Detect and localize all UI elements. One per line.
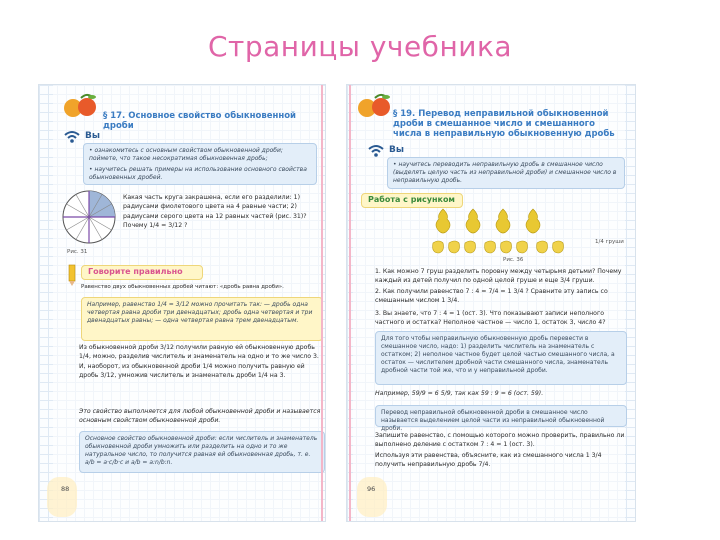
question-1: 1. Как можно 7 груш разделить поровну между четырьмя детьми? Почему каждый из детей получил по одной целой груше и еще 3/4 груши. [375,268,622,285]
question-2: 2. Как получили равенство 7 : 4 = 7/4 = 1 3/4 ? Сравните эту запись со смешанным числом 1 3/4. [375,288,608,305]
example-text: Например, равенство 1/4 = 3/12 можно прочитать так: — дробь одна четвертая равна дроби три двенадцатых; дробь одна четвертая и три двенадцатых равны; — одна четвертая равна трем двенадцатым. [87,301,313,324]
wifi-icon [63,129,81,145]
corner-decoration [47,477,77,517]
page-number: 96 [367,485,376,493]
figure-label: Рис. 36 [503,257,524,263]
section-title: § 19. Перевод неправильной обыкновенной дроби в смешанное число и смешанного числа в неправильную обыкновенную дробь [393,109,615,139]
left-textbook-page [38,84,326,522]
left-page-content [53,85,321,521]
speak-correctly-title: Говорите правильно [88,267,183,276]
example-line: Например, 59/9 = 6 5/9, так как 59 : 9 = 6 (ост. 59). [375,390,544,397]
right-textbook-page [346,84,636,522]
you-label: Вы [85,131,100,141]
slide-title: Страницы учебника [207,30,513,63]
rule-box-1 [375,331,627,385]
goal-item: • научитесь решать примеры на использование основного свойства обыкновенных дробей. [89,166,307,181]
goal-item: • научитесь переводить неправильную дробь в смешанное число (выделять целую часть из неправильной дроби) и смешанное число в неправильную дробь. [393,161,617,184]
margin-line [321,85,323,521]
body-paragraph-2: Это свойство выполняется для любой обыкновенной дроби и называется основным свойством обыкновенной дроби. [79,408,321,425]
body-paragraph-1: Запишите равенство, с помощью которого можно проверить, правильно ли выполнено деление с остатком 7 : 4 = 1 (ост. 3). [375,432,625,449]
section-title: § 17. Основное свойство обыкновенной дроби [103,111,297,131]
question-text: Какая часть круга закрашена, если его разделили: 1) радиусами фиолетового цвета на 4 равные части; 2) радиусами серого цвета на 12 равных частей (рис. 31)? Почему 1/4 = 3/12 ? [123,194,307,230]
margin-line [349,85,351,521]
pencil-icon [65,263,79,287]
you-label: Вы [389,145,404,155]
work-with-picture-title: Работа с рисунком [368,195,455,204]
body-paragraph-2: Используя эти равенства, объясните, как из смешанного числа 1 3/4 получить неправильную дробь 7/4. [375,452,602,469]
quarter-pear-label: 1/4 груши [595,239,624,245]
figure-label: Рис. 31 [67,249,88,255]
goal-item: • ознакомитесь с основным свойством обыкновенной дроби; поймете, что такое несократимая обыкновенная дробь; [89,147,283,162]
goals-box [83,143,317,185]
rule-text-1: Для того чтобы неправильную обыкновенную дробь перевести в смешанное число, надо: 1) разделить числитель на знаменатель с остатком; 2) неполное частное будет целой частью смешанного числа, а остаток — числителем дробной части смешанного числа, знаменатель дробной части той же, что и у неправильной дроби. [381,335,615,374]
apple-icon [357,93,393,119]
example-box [81,297,323,341]
goals-box [387,157,625,189]
apple-icon [63,93,99,119]
speak-correctly-text: Равенство двух обыкновенных дробей читают: «дробь равна дроби». [81,284,284,290]
divided-circle-figure [61,189,117,245]
rule-box [79,431,325,473]
rule-box-2 [375,405,627,432]
wifi-icon [367,143,385,159]
body-paragraph-1: Из обыкновенной дроби 3/12 получили равную ей обыкновенную дробь 1/4, можно, разделив числитель и знаменатель на одно и то же число 3. И, наоборот, из обыкновенной дроби 1/4 можно получить равную ей дробь 3/12, умножив числитель и знаменатель дроби 1/4 на 3. [79,344,319,380]
pears-figure [429,205,589,259]
right-page-content [353,85,625,521]
corner-decoration [357,477,387,517]
rule-text: Основное свойство обыкновенной дроби: если числитель и знаменатель обыкновенной дроби умножить или разделить на одно и то же натуральное число, то получится равная ей обыкновенная дробь, т. е. a/b = a·c/b·c и a/b = a:n/b:n. [85,435,318,466]
rule-text-2: Перевод неправильной обыкновенной дроби в смешанное число называется выделением целой части из неправильной обыкновенной дроби. [381,409,605,432]
question-3: 3. Вы знаете, что 7 : 4 = 1 (ост. 3). Что показывают записи неполного частного и остатка? Неполное частное — число 1, остаток 3, число 4? [375,310,606,327]
page-number: 88 [61,485,70,493]
speak-correctly-banner [81,265,203,280]
